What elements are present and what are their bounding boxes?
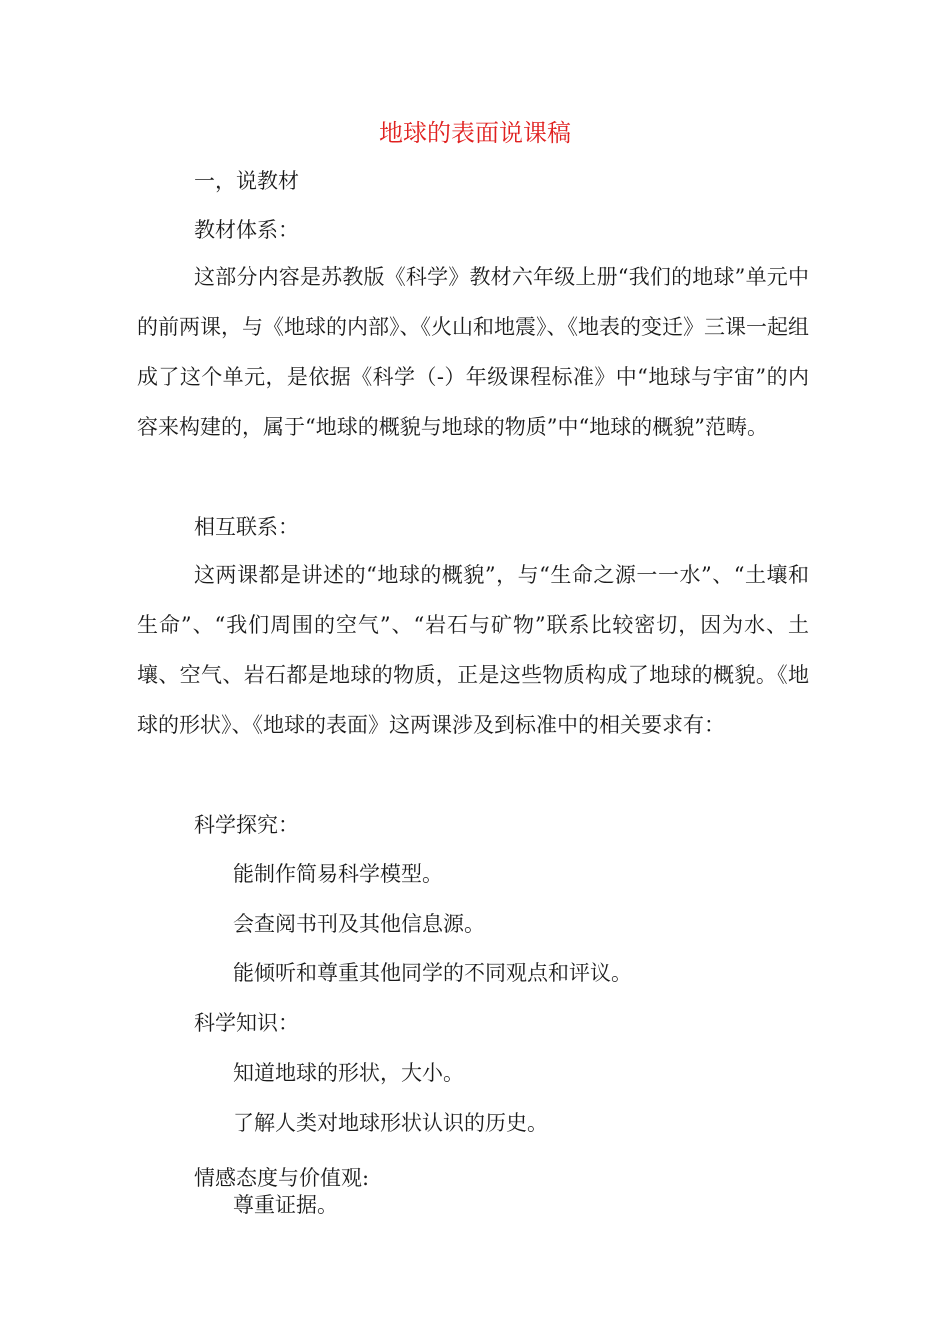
textbook-system-label: 教材体系：: [194, 218, 299, 242]
inquiry-item: 能制作简易科学模型。: [233, 862, 443, 886]
inquiry-item: 会查阅书刊及其他信息源。: [233, 912, 485, 936]
relations-paragraph: 这两课都是讲述的“地球的概貌”，与“生命之源一一水”、“土壤和生命”、“我们周围的空气”、“岩石与矿物”联系比较密切，因为水、土壤、空气、岩石都是地球的物质，正是这些物质构成了地球的概貌。《地球的形状》、《地球的表面》这两课涉及到标准中的相关要求有：: [137, 563, 809, 737]
knowledge-label: 科学知识：: [194, 1011, 299, 1035]
textbook-system-paragraph: 这部分内容是苏教版《科学》教材六年级上册“我们的地球”单元中的前两课，与《地球的内部》、《火山和地震》、《地表的变迁》三课一起组成了这个单元，是依据《科学（-）年级课程标准》中“地球与宇宙”的内容来构建的，属于“地球的概貌与地球的物质”中“地球的概貌”范畴。: [137, 265, 809, 439]
knowledge-item: 知道地球的形状，大小。: [233, 1061, 464, 1085]
relations-label: 相互联系：: [194, 515, 299, 539]
section-heading-textbook: 一，说教材: [194, 169, 299, 193]
inquiry-item: 能倾听和尊重其他同学的不同观点和评议。: [233, 961, 632, 985]
attitude-label: 情感态度与价值观:: [194, 1166, 370, 1190]
knowledge-item: 了解人类对地球形状认识的历史。: [233, 1111, 548, 1135]
document-title: 地球的表面说课稿: [379, 119, 571, 147]
inquiry-label: 科学探究：: [194, 813, 299, 837]
attitude-item: 尊重证据。: [233, 1193, 338, 1217]
